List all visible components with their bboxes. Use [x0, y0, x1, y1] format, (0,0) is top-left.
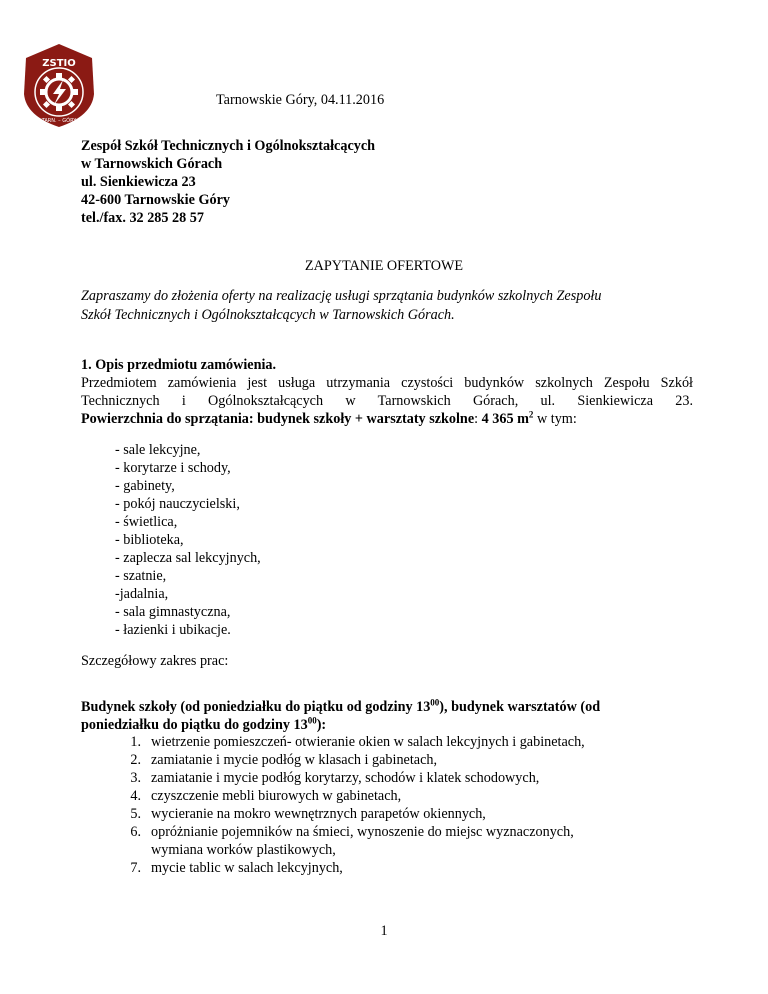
list-item: - sala gimnastyczna,: [115, 604, 231, 620]
area-colon: :: [474, 411, 482, 427]
address-line: w Tarnowskich Górach: [81, 156, 223, 172]
item-number: 4.: [130, 788, 141, 804]
item-text: wietrzenie pomieszczeń- otwieranie okien w salach lekcyjnych i gabinetach,: [151, 734, 585, 750]
item-number: 1.: [130, 734, 141, 750]
document-title: ZAPYTANIE OFERTOWE: [304, 258, 464, 274]
address-line: Zespół Szkół Technicznych i Ogólnokształcących: [81, 138, 376, 154]
area-value: 4 365 m: [481, 411, 529, 427]
list-item: [115, 787, 585, 805]
building-heading-text: ), budynek warsztatów (od: [439, 699, 601, 715]
building-heading-text: ):: [316, 717, 327, 733]
item-text: wycieranie na mokro wewnętrznych parapetów okiennych,: [151, 806, 486, 822]
section-1-heading: 1. Opis przedmiotu zamówienia.: [81, 357, 277, 373]
item-text-continued: wymiana worków plastikowych,: [151, 842, 336, 858]
item-number: 5.: [130, 806, 141, 822]
rooms-list: [115, 441, 261, 639]
building-heading-text: Budynek szkoły (od poniedziałku do piątku od godziny 13: [81, 699, 431, 715]
school-logo: [18, 42, 100, 129]
area-line: [81, 410, 693, 428]
page-number: 1: [380, 923, 388, 939]
intro-line: Zapraszamy do złożenia oferty na realizację usługi sprzątania budynków szkolnych Zespołu: [81, 288, 602, 304]
address-line: ul. Sienkiewicza 23: [81, 174, 196, 190]
tasks-list: [115, 733, 585, 877]
item-text: opróżnianie pojemników na śmieci, wynoszenie do miejsc wyznaczonych,: [151, 824, 574, 840]
school-address: [81, 137, 375, 227]
item-number: 2.: [130, 752, 141, 768]
intro-paragraph: [81, 287, 693, 324]
list-item: [115, 823, 585, 859]
list-item: - świetlica,: [115, 514, 178, 530]
item-text: zamiatanie i mycie podłóg korytarzy, schodów i klatek schodowych,: [151, 770, 540, 786]
place-date: Tarnowskie Góry, 04.11.2016: [216, 92, 385, 108]
logo-ring-text: TARN. – GÓRY: [41, 118, 77, 124]
section-1-body: [81, 374, 693, 428]
item-number: 3.: [130, 770, 141, 786]
intro-line: Szkół Technicznych i Ogólnokształcących w Tarnowskich Górach.: [81, 306, 455, 323]
scope-label: Szczegółowy zakres prac:: [81, 653, 229, 669]
list-item: -jadalnia,: [115, 586, 169, 602]
item-number: 7.: [130, 860, 141, 876]
item-text: zamiatanie i mycie podłóg w klasach i gabinetach,: [151, 752, 438, 768]
item-number: 6.: [130, 824, 141, 840]
list-item: [115, 751, 585, 769]
item-text: czyszczenie mebli biurowych w gabinetach,: [151, 788, 402, 804]
list-item: - sale lekcyjne,: [115, 442, 201, 458]
address-line: tel./fax. 32 285 28 57: [81, 210, 204, 226]
building-heading-text: poniedziałku do piątku do godziny 13: [81, 717, 308, 733]
list-item: - pokój nauczycielski,: [115, 496, 240, 512]
building-heading: [81, 698, 600, 734]
building-heading-sup: 00: [430, 697, 440, 708]
section-1-line: Technicznych i Ogólnokształcących w Tarnowskich Górach, ul. Sienkiewicza 23.: [81, 393, 693, 409]
list-item: - korytarze i schody,: [115, 460, 231, 476]
list-item: - łazienki i ubikacje.: [115, 622, 231, 638]
item-text: mycie tablic w salach lekcyjnych,: [151, 860, 343, 876]
list-item: [115, 859, 585, 877]
list-item: [115, 733, 585, 751]
section-1-line: Przedmiotem zamówienia jest usługa utrzymania czystości budynków szkolnych Zespołu Szkół: [81, 375, 693, 391]
logo-text: ZSTIO: [42, 58, 76, 69]
list-item: - szatnie,: [115, 568, 167, 584]
building-heading-sup: 00: [307, 715, 317, 726]
list-item: - zaplecza sal lekcyjnych,: [115, 550, 261, 566]
area-exponent: 2: [528, 409, 534, 420]
address-line: 42-600 Tarnowskie Góry: [81, 192, 230, 208]
area-label: Powierzchnia do sprzątania: budynek szkoły + warsztaty szkolne: [81, 411, 475, 427]
list-item: [115, 769, 585, 787]
list-item: - biblioteka,: [115, 532, 184, 548]
list-item: - gabinety,: [115, 478, 175, 494]
list-item: [115, 805, 585, 823]
area-suffix: w tym:: [533, 411, 577, 427]
